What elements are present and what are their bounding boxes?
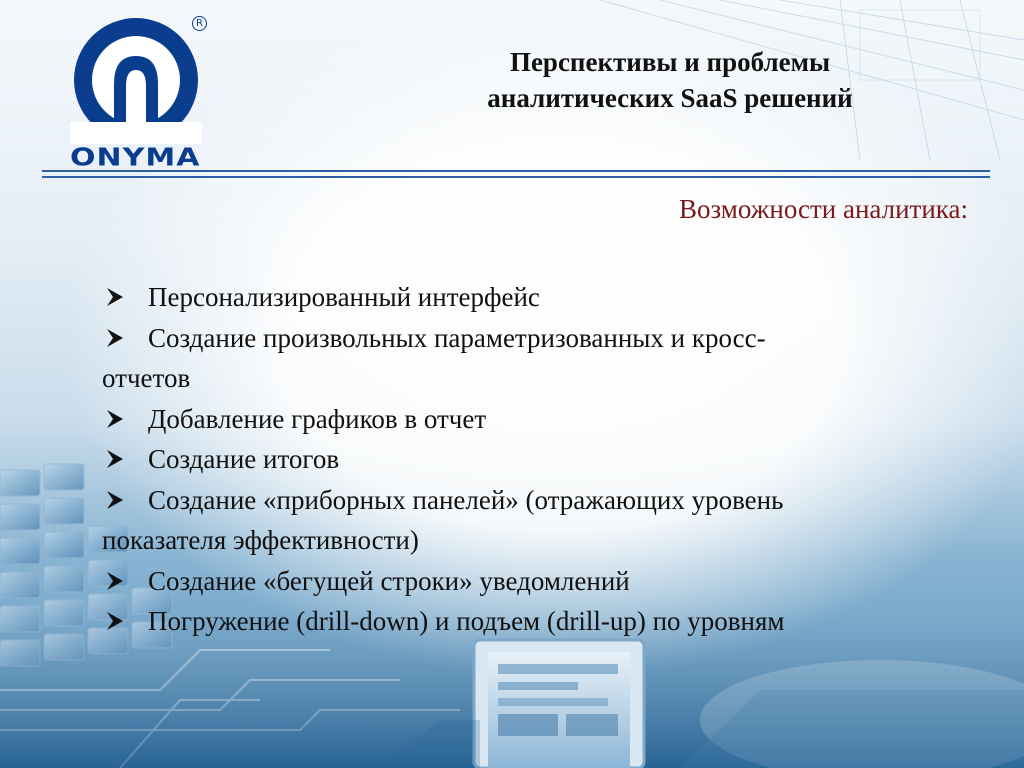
list-item-text: Персонализированный интерфейс [148,282,540,312]
list-item-text: Создание произвольных параметризованных и кросс- [148,322,766,353]
list-item [102,277,982,318]
list-item [102,399,982,440]
list-item [102,439,982,480]
header-rule-top [42,170,990,172]
header-rule-bottom [42,176,990,178]
arrow-bullet-icon [104,610,126,632]
list-item-text: Добавление графиков в отчет [148,403,487,434]
monitor-illustration [474,640,644,768]
arrow-bullet-icon [104,489,126,511]
list-item-continuation: показателя эффективности) [102,525,419,555]
page-title [330,44,1010,116]
arrow-bullet-icon [104,286,126,308]
onyma-logo-mark-icon [64,14,212,144]
logo-wordmark: ONYMA [70,143,201,173]
list-item [102,601,982,642]
arrow-bullet-icon [104,570,126,592]
arrow-bullet-icon [104,408,126,430]
list-item [102,561,982,602]
onyma-logo [64,14,212,174]
arrow-bullet-icon [104,327,126,349]
list-item-text: Создание «бегущей строки» уведомлений [148,565,630,596]
registered-mark: R [192,16,207,31]
list-item-text: Создание «приборных панелей» (отражающих уровень [148,484,784,515]
arrow-bullet-icon [104,448,126,470]
list-item [102,480,982,561]
title-line-2: аналитических SaaS решений [487,83,853,113]
feature-list [102,277,982,642]
title-line-1: Перспективы и проблемы [509,47,831,77]
list-item-text: Погружение (drill-down) и подъем (drill-up) по уровням [148,606,785,636]
list-item-text: Создание итогов [148,444,340,474]
section-subtitle: Возможности аналитика: [679,194,968,224]
list-item-continuation: отчетов [102,363,191,393]
list-item [102,318,982,399]
